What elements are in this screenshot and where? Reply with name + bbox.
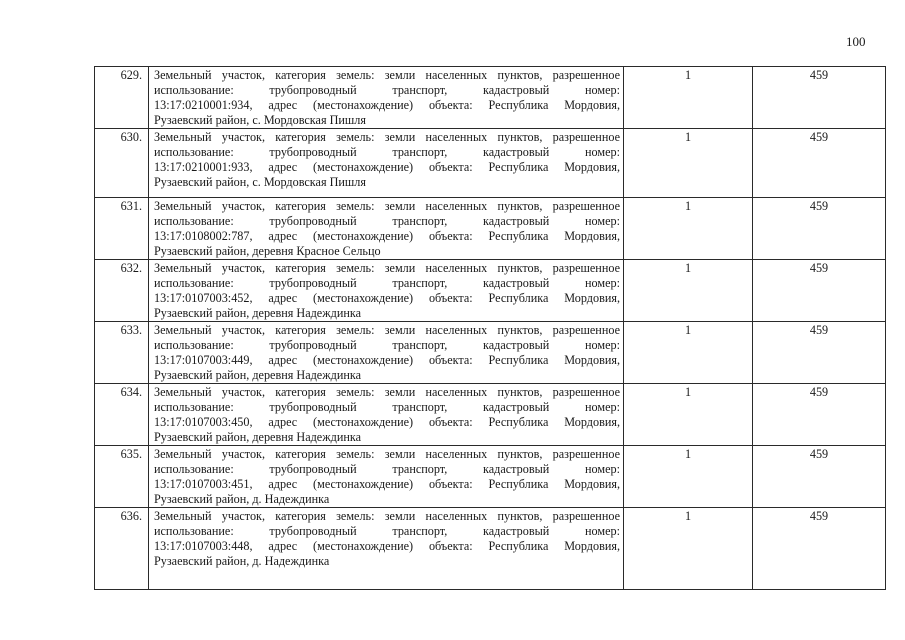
page-number: 100 (846, 34, 866, 49)
row-value: 459 (753, 260, 886, 322)
description-line: 13:17:0107003:449, адрес (местонахождение) объекта: Республика Мордовия, (154, 353, 620, 367)
description-line: 13:17:0107003:450, адрес (местонахождение) объекта: Республика Мордовия, (154, 415, 620, 429)
description-line: использование: трубопроводный транспорт, кадастровый номер: (154, 462, 620, 476)
row-quantity: 1 (624, 508, 753, 590)
row-number: 631. (95, 198, 149, 260)
row-description (149, 322, 624, 384)
row-quantity: 1 (624, 322, 753, 384)
description-line: использование: трубопроводный транспорт, кадастровый номер: (154, 276, 620, 290)
row-number: 634. (95, 384, 149, 446)
description-line: Земельный участок, категория земель: земли населенных пунктов, разрешенное (154, 447, 620, 461)
description-line: Рузаевский район, д. Надеждинка (154, 554, 330, 568)
description-line: Земельный участок, категория земель: земли населенных пунктов, разрешенное (154, 130, 620, 144)
table-row (95, 67, 886, 129)
description-line: 13:17:0108002:787, адрес (местонахождение) объекта: Республика Мордовия, (154, 229, 620, 243)
description-line: 13:17:0107003:448, адрес (местонахождение) объекта: Республика Мордовия, (154, 539, 620, 553)
description-line: Земельный участок, категория земель: земли населенных пунктов, разрешенное (154, 261, 620, 275)
row-quantity: 1 (624, 384, 753, 446)
row-value: 459 (753, 384, 886, 446)
row-number: 632. (95, 260, 149, 322)
row-number: 636. (95, 508, 149, 590)
description-line: Рузаевский район, деревня Надеждинка (154, 368, 362, 382)
row-description (149, 446, 624, 508)
description-line: Земельный участок, категория земель: земли населенных пунктов, разрешенное (154, 68, 620, 82)
description-line: Рузаевский район, деревня Красное Сельцо (154, 244, 381, 258)
description-line: 13:17:0107003:451, адрес (местонахождение) объекта: Республика Мордовия, (154, 477, 620, 491)
table-row (95, 322, 886, 384)
description-line: Земельный участок, категория земель: земли населенных пунктов, разрешенное (154, 385, 620, 399)
description-line: использование: трубопроводный транспорт, кадастровый номер: (154, 400, 620, 414)
description-line: Рузаевский район, деревня Надеждинка (154, 306, 362, 320)
description-line: использование: трубопроводный транспорт, кадастровый номер: (154, 338, 620, 352)
table-row (95, 129, 886, 198)
description-line: Земельный участок, категория земель: земли населенных пунктов, разрешенное (154, 199, 620, 213)
table-row (95, 446, 886, 508)
row-description (149, 67, 624, 129)
row-quantity: 1 (624, 198, 753, 260)
row-value: 459 (753, 322, 886, 384)
property-registry-table (94, 66, 886, 590)
description-line: 13:17:0107003:452, адрес (местонахождение) объекта: Республика Мордовия, (154, 291, 620, 305)
table-row (95, 260, 886, 322)
row-number: 635. (95, 446, 149, 508)
description-line: использование: трубопроводный транспорт, кадастровый номер: (154, 524, 620, 538)
description-line: использование: трубопроводный транспорт, кадастровый номер: (154, 214, 620, 228)
row-description (149, 260, 624, 322)
row-description (149, 129, 624, 198)
row-description (149, 384, 624, 446)
description-line: 13:17:0210001:933, адрес (местонахождение) объекта: Республика Мордовия, (154, 160, 620, 174)
row-value: 459 (753, 129, 886, 198)
row-description (149, 508, 624, 590)
row-quantity: 1 (624, 260, 753, 322)
row-description (149, 198, 624, 260)
table-row (95, 198, 886, 260)
row-quantity: 1 (624, 67, 753, 129)
table-row (95, 384, 886, 446)
description-line: Земельный участок, категория земель: земли населенных пунктов, разрешенное (154, 509, 620, 523)
description-line: использование: трубопроводный транспорт, кадастровый номер: (154, 145, 620, 159)
description-line: Рузаевский район, деревня Надеждинка (154, 430, 362, 444)
row-value: 459 (753, 508, 886, 590)
row-number: 629. (95, 67, 149, 129)
table-row (95, 508, 886, 590)
description-line: Рузаевский район, д. Надеждинка (154, 492, 330, 506)
row-value: 459 (753, 446, 886, 508)
row-value: 459 (753, 198, 886, 260)
description-line: Рузаевский район, с. Мордовская Пишля (154, 113, 366, 127)
description-line: Земельный участок, категория земель: земли населенных пунктов, разрешенное (154, 323, 620, 337)
description-line: Рузаевский район, с. Мордовская Пишля (154, 175, 366, 189)
row-number: 633. (95, 322, 149, 384)
row-number: 630. (95, 129, 149, 198)
row-quantity: 1 (624, 446, 753, 508)
row-value: 459 (753, 67, 886, 129)
description-line: использование: трубопроводный транспорт, кадастровый номер: (154, 83, 620, 97)
row-quantity: 1 (624, 129, 753, 198)
description-line: 13:17:0210001:934, адрес (местонахождение) объекта: Республика Мордовия, (154, 98, 620, 112)
